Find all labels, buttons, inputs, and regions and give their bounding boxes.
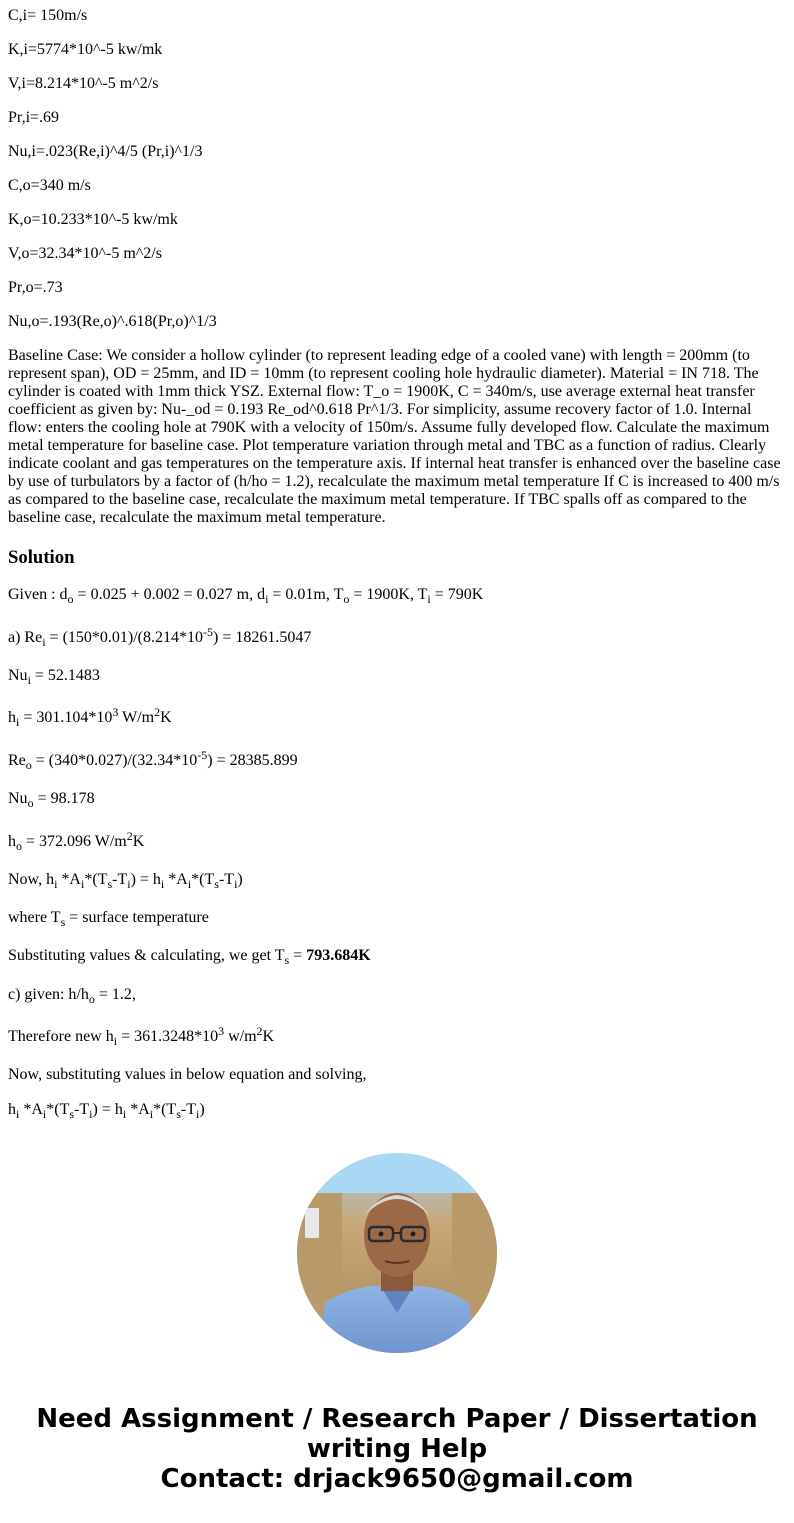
reo-line: $Re_o = (340*0.027)/(32.34*10^{-5}) = 28385.899$ [8, 748, 298, 772]
where-line: where $T_s$ = surface temperature [8, 909, 209, 929]
param-line: V,o=32.34*10^-5 m^2/s [8, 245, 162, 262]
nui-line: $Nu_i = 52.1483$ [8, 667, 100, 687]
param-line: Pr,i=.69 [8, 109, 60, 126]
equation-line: $h_i$ $*A_i*(T_s-T_i) = h_i$ $*A_i*(T_s-T_i)$ [8, 1101, 205, 1121]
param-line: K,i=5774*10^-5 kw/mk [8, 41, 163, 58]
c-given-line: c) given: $h/h_o = 1.2$, [8, 986, 136, 1006]
given-line: Given : $d_o = 0.025 + 0.002 = 0.027$ m, $d_i = 0.01m$, $T_o = 1900K$, $T_i = 790K$ [8, 586, 484, 606]
result-line: Substituting values & calculating, we get $T_s = 793.684K$ [8, 947, 371, 967]
param-line: Nu,i=.023(Re,i)^4/5 (Pr,i)^1/3 [8, 143, 203, 160]
param-line: Nu,o=.193(Re,o)^.618(Pr,o)^1/3 [8, 313, 217, 330]
param-line: Pr,o=.73 [8, 279, 63, 296]
footer-banner [0, 1404, 794, 1494]
footer-line: writing Help [306, 1434, 488, 1464]
footer-contact: Contact: drjack9650@gmail.com [160, 1464, 634, 1494]
footer-line: Need Assignment / Research Paper / Dissertation [36, 1404, 758, 1434]
rei-line: a) $Re_i = (150*0.01)/(8.214*10^{-5}) = 18261.5047$ [8, 625, 312, 649]
now2-line: Now, substituting values in below equation and solving, [8, 1066, 367, 1083]
result-value: 793.684K [306, 947, 371, 964]
ho-line: $h_o = 372.096$ $W/m^2K$ [8, 829, 145, 853]
nuo-line: $Nu_o = 98.178$ [8, 790, 95, 810]
hi-line: $h_i = 301.104*10^3$ $W/m^2K$ [8, 705, 172, 729]
solution-heading: Solution [8, 547, 75, 568]
param-line: C,i= 150m/s [8, 7, 88, 24]
new-hi-line: Therefore new $h_i = 361.3248*10^3$ $w/m^2K$ [8, 1024, 275, 1048]
param-line: V,i=8.214*10^-5 m^2/s [8, 75, 159, 92]
param-line: K,o=10.233*10^-5 kw/mk [8, 211, 178, 228]
param-line: C,o=340 m/s [8, 177, 91, 194]
problem-statement: Baseline Case: We consider a hollow cylinder (to represent leading edge of a cooled vane) with length = 200mm (to represent span), OD = 25mm, and ID = 10mm (to represent cooling hole hydraulic diameter). Material = IN 718. The cylinder is coated with 1mm thick YSZ. External flow: T_o = 1900K, C = 340m/s, use average external heat transfer coefficient as given by: Nu-_od = 0.193 Re_od^0.618 Pr^1/3. For simplicity, assume recovery factor of 1.0. Internal flow: enters the cooling hole at 790K with a velocity of 150m/s. Assume fully developed flow. Calculate the maximum metal temperature for baseline case. Plot temperature variation through metal and TBC as a function of radius. Clearly indicate coolant and gas temperatures on the temperature axis. If internal heat transfer is enhanced over the baseline case by use of turbulators by a factor of (h/ho = 1.2), recalculate the maximum metal temperature If C is increased to 400 m/s as compared to the baseline case, recalculate the maximum metal temperature. If TBC spalls off as compared to the baseline case, recalculate the maximum metal temperature. [8, 347, 781, 526]
avatar [297, 1153, 497, 1353]
energy-balance-line: Now, $h_i$ $*A_i*(T_s-T_i) = h_i$ $*A_i*(T_s-T_i)$ [8, 871, 243, 891]
